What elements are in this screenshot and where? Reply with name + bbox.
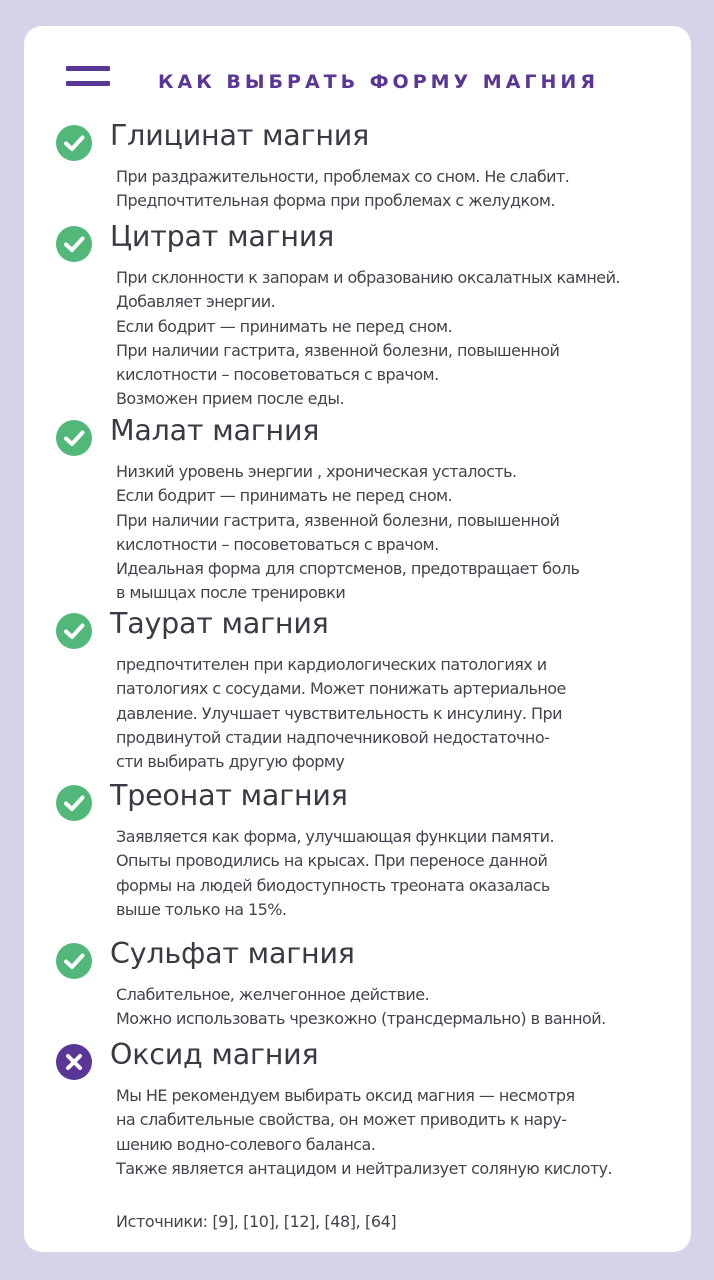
section-title: Малат магния xyxy=(110,414,320,447)
text-line: При наличии гастрита, язвенной болезни, повышенной xyxy=(116,510,560,530)
sources-footnote: Источники: [9], [10], [12], [48], [64] xyxy=(116,1212,397,1231)
check-circle-icon xyxy=(56,420,92,456)
text-line: При раздражительности, проблемах со сном. Не слабит. xyxy=(116,167,570,186)
check-circle-icon xyxy=(56,785,92,821)
section-text xyxy=(116,1084,612,1181)
text-line: в мышцах после тренировки xyxy=(116,583,346,603)
content-card xyxy=(24,26,691,1252)
check-circle-icon xyxy=(56,943,92,979)
section-text xyxy=(116,165,569,214)
check-circle-icon xyxy=(56,125,92,161)
text-line: Низкий уровень энергии , хроническая усталость. xyxy=(116,462,517,481)
text-line: Можно использовать чрезкожно (трансдермально) в ванной. xyxy=(116,1009,606,1029)
text-line: давление. Улучшает чувствительность к инсулину. При xyxy=(116,703,562,723)
text-line: При склонности к запорам и образованию оксалатных камней. xyxy=(116,268,620,287)
text-line: Также является антацидом и нейтрализует соляную кислоту. xyxy=(116,1158,613,1178)
check-circle-icon xyxy=(56,226,92,262)
section-title: Таурат магния xyxy=(110,607,329,640)
text-line: выше только на 15%. xyxy=(116,899,287,919)
text-line: Предпочтительная форма при проблемах с желудком. xyxy=(116,191,555,211)
text-line: При наличии гастрита, язвенной болезни, повышенной xyxy=(116,340,560,360)
section-title: Цитрат магния xyxy=(110,220,335,253)
text-line: Слабительное, желчегонное действие. xyxy=(116,985,430,1004)
text-line: продвинутой стадии надпочечниковой недостаточно- xyxy=(116,727,550,747)
section-text xyxy=(116,460,579,606)
text-line: формы на людей биодоступность треоната оказалась xyxy=(116,875,550,895)
section-title: Треонат магния xyxy=(110,779,348,812)
check-circle-icon xyxy=(56,613,92,649)
text-line: Если бодрит — принимать не перед сном. xyxy=(116,486,453,506)
section-title: Оксид магния xyxy=(110,1038,319,1071)
text-line: на слабительные свойства, он может приводить к нару- xyxy=(116,1110,567,1130)
text-line: Мы НЕ рекомендуем выбирать оксид магния — несмотря xyxy=(116,1086,575,1105)
section-text xyxy=(116,653,566,774)
section-text xyxy=(116,983,606,1032)
text-line: Опыты проводились на крысах. При переносе данной xyxy=(116,851,548,871)
text-line: кислотности – посоветоваться с врачом. xyxy=(116,534,439,554)
page-title: КАК ВЫБРАТЬ ФОРМУ МАГНИЯ xyxy=(158,71,599,93)
text-line: Добавляет энергии. xyxy=(116,292,276,312)
text-line: кислотности – посоветоваться с врачом. xyxy=(116,365,439,385)
text-line: Если бодрит — принимать не перед сном. xyxy=(116,316,453,336)
hamburger-menu-icon[interactable] xyxy=(66,66,110,88)
section-title: Сульфат магния xyxy=(110,937,355,970)
section-text xyxy=(116,825,554,922)
text-line: шению водно-солевого баланса. xyxy=(116,1134,376,1154)
text-line: Идеальная форма для спортсменов, предотвращает боль xyxy=(116,559,580,579)
x-circle-icon xyxy=(56,1044,92,1080)
text-line: предпочтителен при кардиологических патологиях и xyxy=(116,655,547,674)
text-line: патологиях с сосудами. Может понижать артериальное xyxy=(116,679,566,699)
section-text xyxy=(116,266,620,412)
text-line: Возможен прием после еды. xyxy=(116,389,345,409)
text-line: Заявляется как форма, улучшающая функции памяти. xyxy=(116,827,555,846)
text-line: сти выбирать другую форму xyxy=(116,752,345,772)
section-title: Глицинат магния xyxy=(110,119,370,152)
